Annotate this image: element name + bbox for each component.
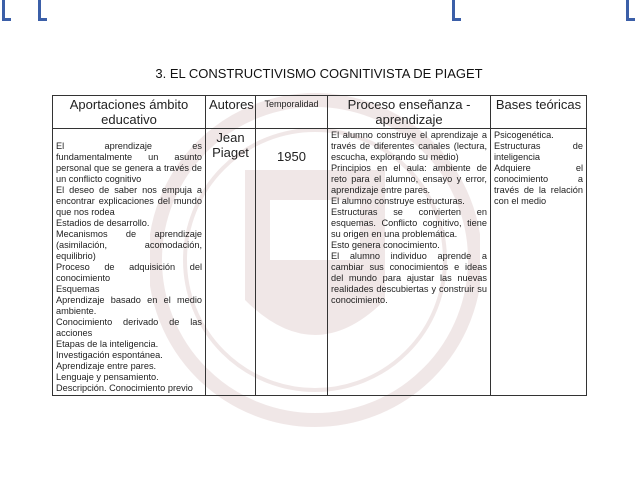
proceso-line: El alumno individuo aprende a cambiar sus conocimientos e ideas del mundo para ajustar las nuevas realidades descubiertas y construir su conocimiento. [331, 251, 487, 305]
header-aportaciones: Aportaciones ámbito educativo [53, 96, 206, 129]
aportacion-line: Aprendizaje basado en el medio ambiente. [56, 295, 202, 316]
aportacion-line: Lenguaje y pensamiento. [56, 372, 159, 382]
aportacion-line: El aprendizaje es fundamentalmente un asunto personal que se genera a través de un conflicto cognitivo [56, 141, 202, 184]
bases-line: Psicogenética. [494, 130, 554, 140]
proceso-line: Esto genera conocimiento. [331, 240, 440, 250]
aportacion-line: Estadios de desarrollo. [56, 218, 150, 228]
proceso-line: El alumno construye estructuras. [331, 196, 465, 206]
aportacion-line: El deseo de saber nos empuja a encontrar explicaciones del mundo que nos rodea [56, 185, 202, 217]
proceso-line: Principios en el aula: ambiente de reto para el alumno, ensayo y error, aprendizaje entre pares. [331, 163, 487, 195]
aportacion-line: Etapas de la inteligencia. [56, 339, 159, 349]
aportacion-line: Proceso de adquisición del conocimiento [56, 262, 202, 283]
cell-proceso [328, 129, 491, 396]
header-row [53, 96, 587, 129]
corner-bracket-right [626, 0, 635, 21]
corner-bracket-inner-right [452, 0, 461, 21]
proceso-line: El alumno construye el aprendizaje a través de diferentes canales (lectura, escucha, explorando su medio) [331, 130, 487, 162]
header-proceso: Proceso enseñanza - aprendizaje [328, 96, 491, 129]
aportacion-line: Esquemas [56, 284, 100, 294]
header-temporalidad: Temporalidad [256, 96, 328, 129]
corner-bracket-inner-left [38, 0, 47, 21]
aportacion-line: Conocimiento derivado de las acciones [56, 317, 202, 338]
aportacion-line: Mecanismos de aprendizaje (asimilación, acomodación, equilibrio) [56, 229, 202, 261]
header-autores: Autores [206, 96, 256, 129]
page-title: 3. EL CONSTRUCTIVISMO COGNITIVISTA DE PIAGET [155, 66, 483, 81]
content-row [53, 129, 587, 396]
cell-bases [491, 129, 587, 396]
proceso-line: Estructuras se convierten en esquemas. Conflicto cognitivo, tiene su origen en una problemática. [331, 207, 487, 239]
header-bases: Bases teóricas [491, 96, 587, 129]
bases-line: Estructuras de inteligencia [494, 141, 583, 162]
aportacion-line: Descripción. Conocimiento previo [56, 383, 193, 393]
aportacion-line: Investigación espontánea. [56, 350, 163, 360]
cell-autor: Jean Piaget [206, 129, 256, 396]
cell-temporalidad: 1950 [256, 129, 328, 396]
cell-aportaciones [53, 129, 206, 396]
comparison-table [52, 95, 587, 396]
aportacion-line: Aprendizaje entre pares. [56, 361, 157, 371]
bases-line: Adquiere el conocimiento a través de la relación con el medio [494, 163, 583, 206]
corner-bracket-left [2, 0, 11, 21]
